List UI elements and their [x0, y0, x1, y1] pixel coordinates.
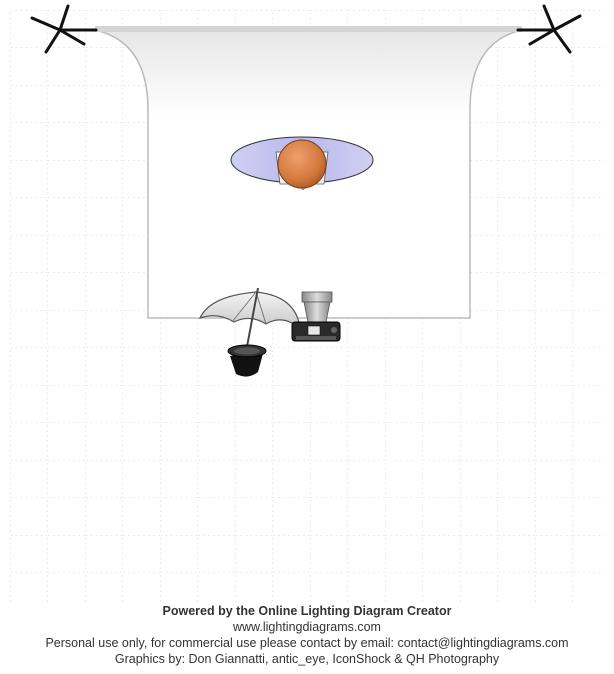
powered-by-text: Powered by the Online Lighting Diagram Creator: [162, 604, 452, 618]
license-text: Personal use only, for commercial use please contact by email: contact@lightingdiagrams.com: [45, 636, 569, 650]
camera-lens-hood: [302, 292, 332, 302]
camera-lens: [304, 302, 330, 322]
footer: [0, 603, 614, 667]
website-link[interactable]: www.lightingdiagrams.com: [233, 620, 381, 634]
camera-screen: [308, 326, 320, 335]
model-head: [278, 140, 326, 188]
credits-text: Graphics by: Don Giannatti, antic_eye, IconShock & QH Photography: [114, 652, 500, 666]
backdrop-roll: [95, 26, 522, 32]
